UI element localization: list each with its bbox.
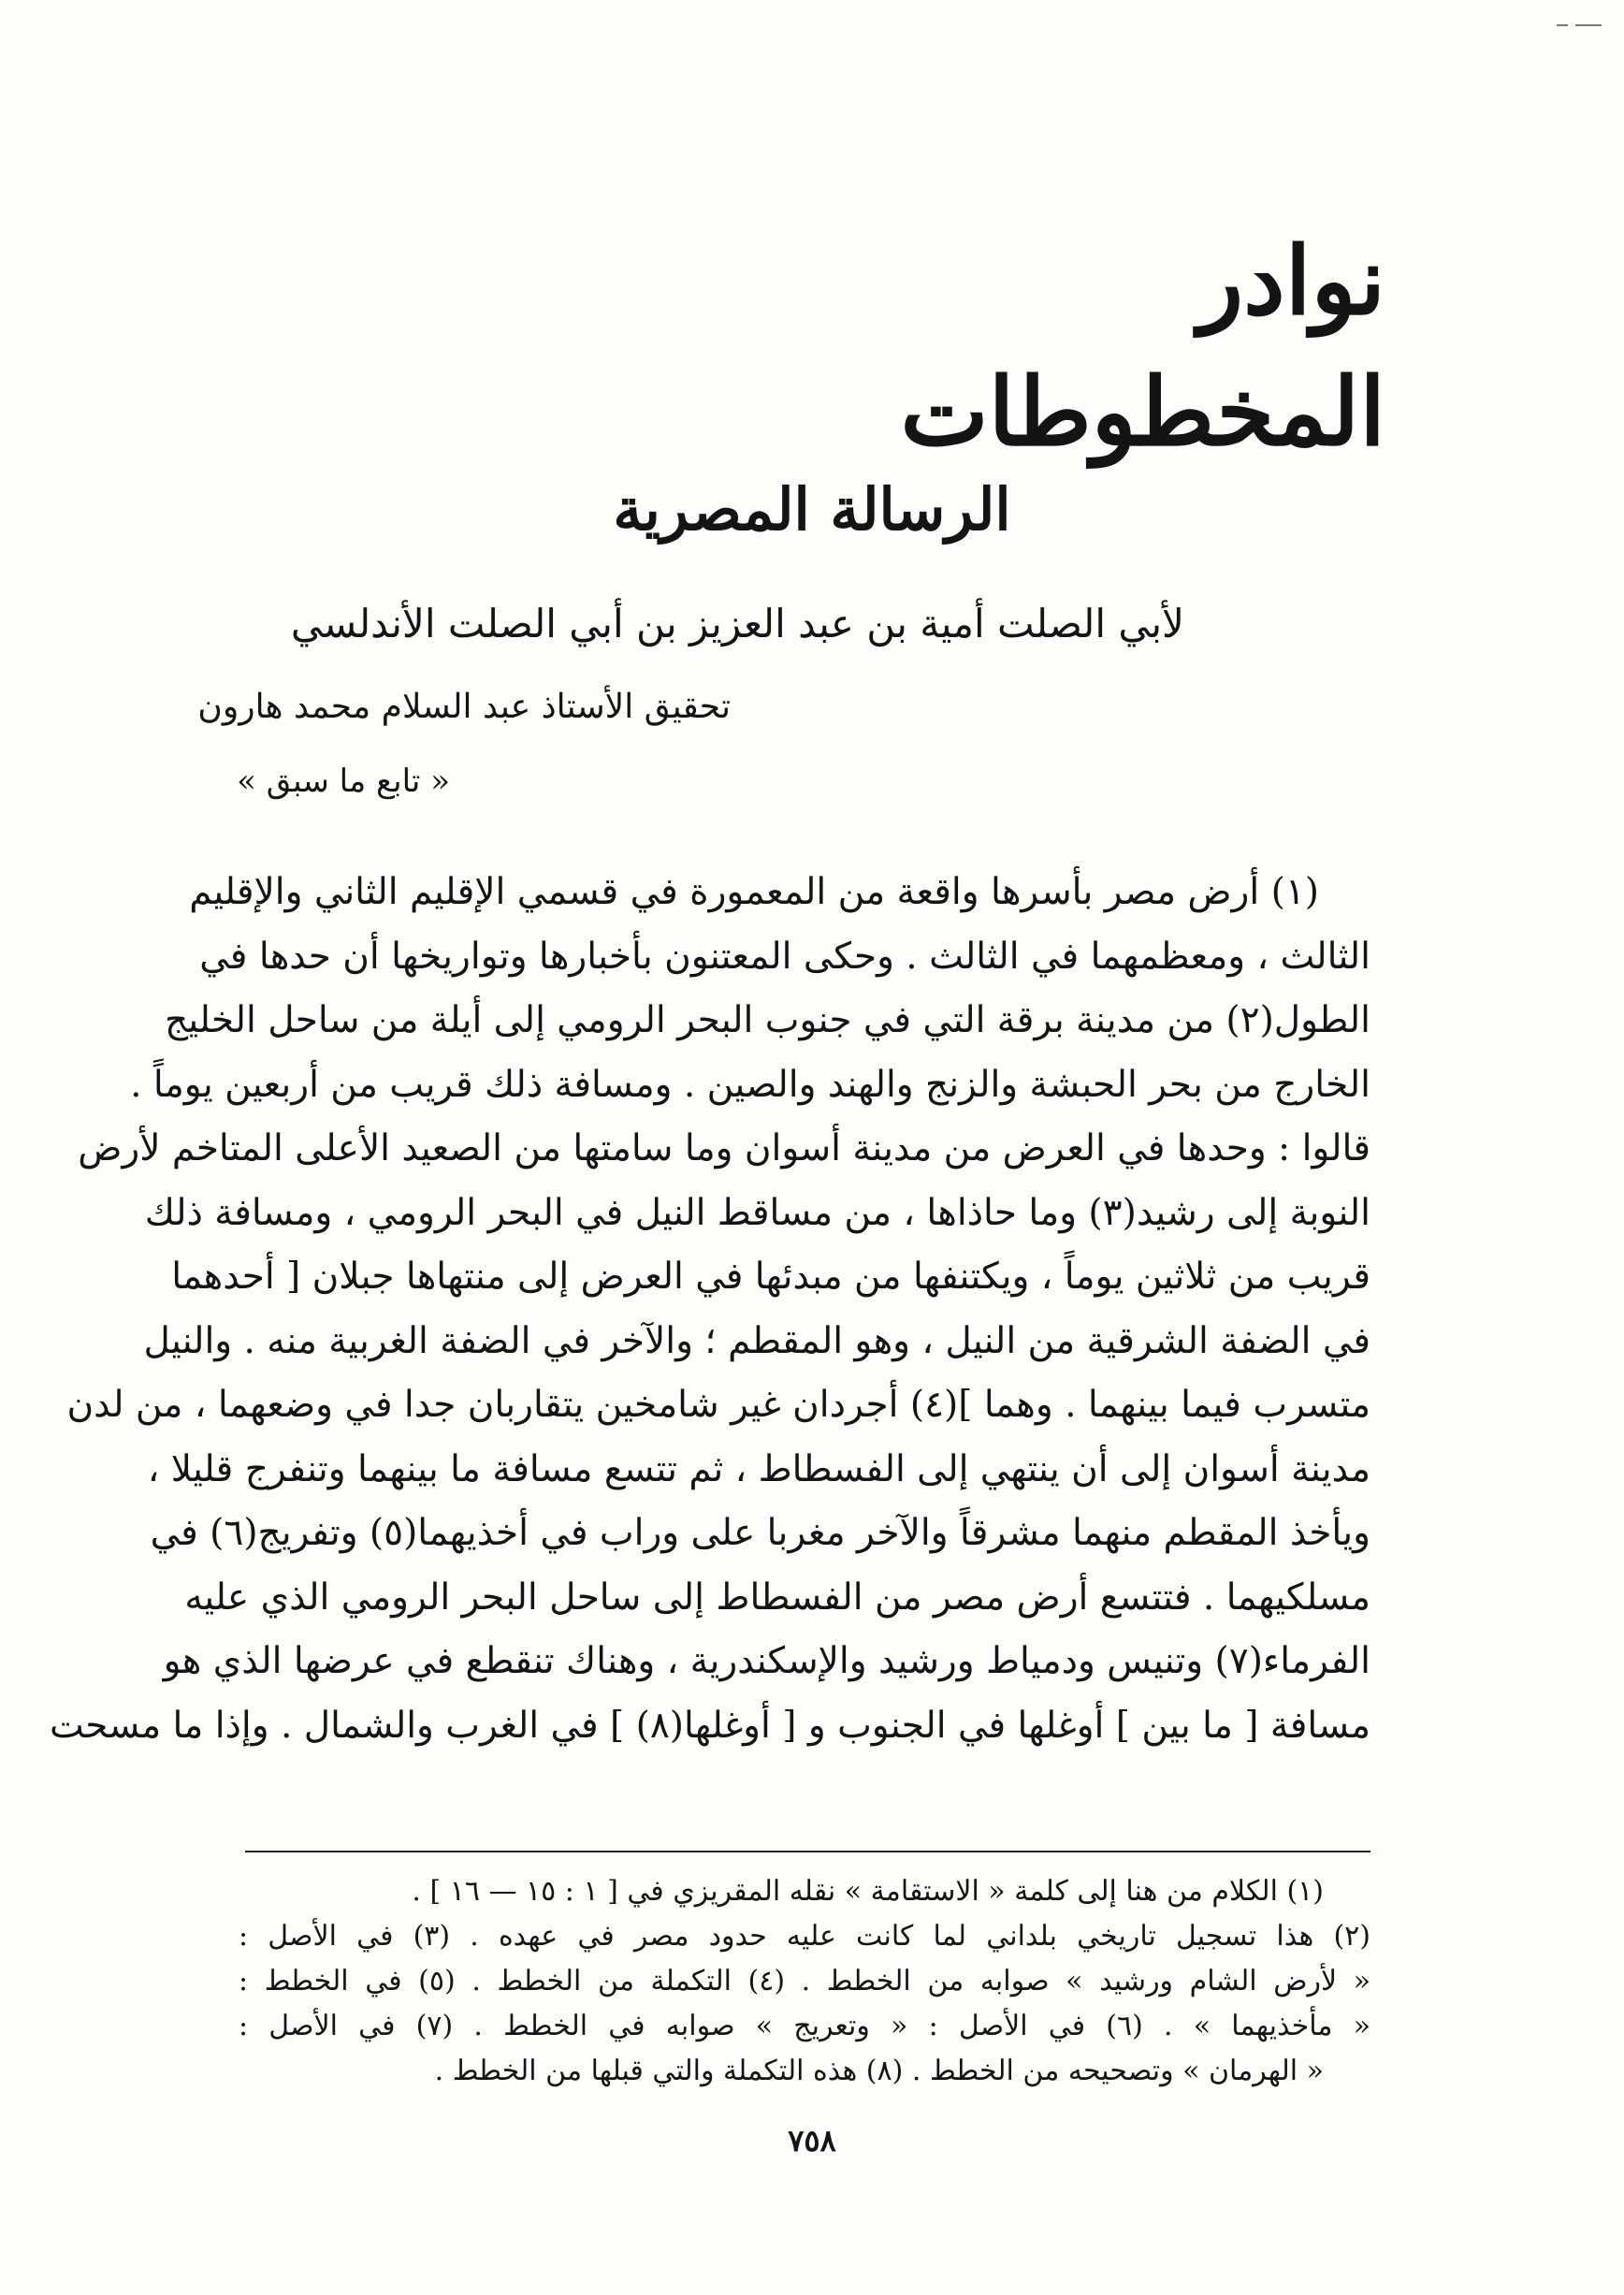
body-line: النوبة إلى رشيد(٣) وما حاذاها ، من مساقط النيل في البحر الرومي ، ومسافة ذلك xyxy=(144,1191,1370,1234)
body-line: قالوا : وحدها في العرض من مدينة أسوان وما سامتها من الصعيد الأعلى المتاخم لأرض xyxy=(78,1127,1370,1169)
body-line: متسرب فيما بينهما . وهما ](٤) أجردان غير شامخين يتقاربان جدا في وضعهما ، من لدن xyxy=(66,1384,1370,1426)
body-text xyxy=(50,861,1370,1758)
footnote-separator xyxy=(245,1851,1370,1852)
footnote-line: (١) الكلام من هنا إلى كلمة « الاستقامة » نقله المقريزي في [ ١ : ١٥ — ١٦ ] . xyxy=(412,1875,1324,1908)
scan-corner-mark xyxy=(1549,24,1605,28)
article-editor: تحقيق الأستاذ عبد السلام محمد هارون xyxy=(197,688,731,726)
body-line: الثالث ، ومعظمهما في الثالث . وحكى المعتنون بأخبارها وتواريخها أن حدها في xyxy=(199,935,1370,978)
body-line: (١) أرض مصر بأسرها واقعة من المعمورة في قسمي الإقليم الثاني والإقليم xyxy=(189,871,1319,913)
body-line: ويأخذ المقطم منهما مشرقاً والآخر مغربا على وراب في أخذيهما(٥) وتفريج(٦) في xyxy=(150,1512,1370,1554)
footnotes xyxy=(239,1869,1370,2094)
footnote-line: « لأرض الشام ورشيد » صوابه من الخطط . (٤) التكملة من الخطط . (٥) في الخطط : xyxy=(239,1965,1371,1997)
body-line: مدينة أسوان إلى أن ينتهي إلى الفسطاط ، ثم تتسع مسافة ما بينهما وتنفرج قليلا ، xyxy=(147,1447,1370,1490)
article-title: الرسالة المصرية xyxy=(613,475,1011,544)
footnote-line: (٢) هذا تسجيل تاريخي بلداني لما كانت عليه حدود مصر في عهده . (٣) في الأصل : xyxy=(239,1920,1370,1953)
section-header-title: نوادر المخطوطات xyxy=(900,225,1385,467)
footnote-line: « مأخذيهما » . (٦) في الأصل : « وتعريج » صوابه في الخطط . (٧) في الأصل : xyxy=(239,2010,1371,2042)
body-line: قريب من ثلاثين يوماً ، ويكتنفها من مبدئها في العرض إلى منتهاها جبلان [ أحدهما xyxy=(171,1256,1370,1298)
body-line: في الضفة الشرقية من النيل ، وهو المقطم ؛ والآخر في الضفة الغربية منه . والنيل xyxy=(143,1319,1370,1362)
body-line: الفرماء(٧) وتنيس ودمياط ورشيد والإسكندرية ، وهناك تنقطع في عرضها الذي هو xyxy=(163,1640,1370,1682)
body-line: الطول(٢) من مدينة برقة التي في جنوب البحر الرومي إلى أيلة من ساحل الخليج xyxy=(165,999,1370,1041)
body-line: الخارج من بحر الحبشة والزنج والهند والصين . ومسافة ذلك قريب من أربعين يوماً . xyxy=(130,1063,1370,1106)
continued-note: « تابع ما سبق » xyxy=(237,763,450,800)
body-line: مسلكيهما . فتتسع أرض مصر من الفسطاط إلى ساحل البحر الرومي الذي عليه xyxy=(184,1576,1370,1619)
body-line: مسافة [ ما بين ] أوغلها في الجنوب و [ أوغلها(٨) ] في الغرب والشمال . وإذا ما مسحت xyxy=(50,1704,1370,1747)
footnote-line: « الهرمان » وتصحيحه من الخطط . (٨) هذه التكملة والتي قبلها من الخطط . xyxy=(434,2055,1324,2087)
article-byline: لأبي الصلت أمية بن عبد العزيز بن أبي الصلت الأندلسي xyxy=(290,601,1184,646)
page-number: ٧٥٨ xyxy=(788,2123,836,2158)
